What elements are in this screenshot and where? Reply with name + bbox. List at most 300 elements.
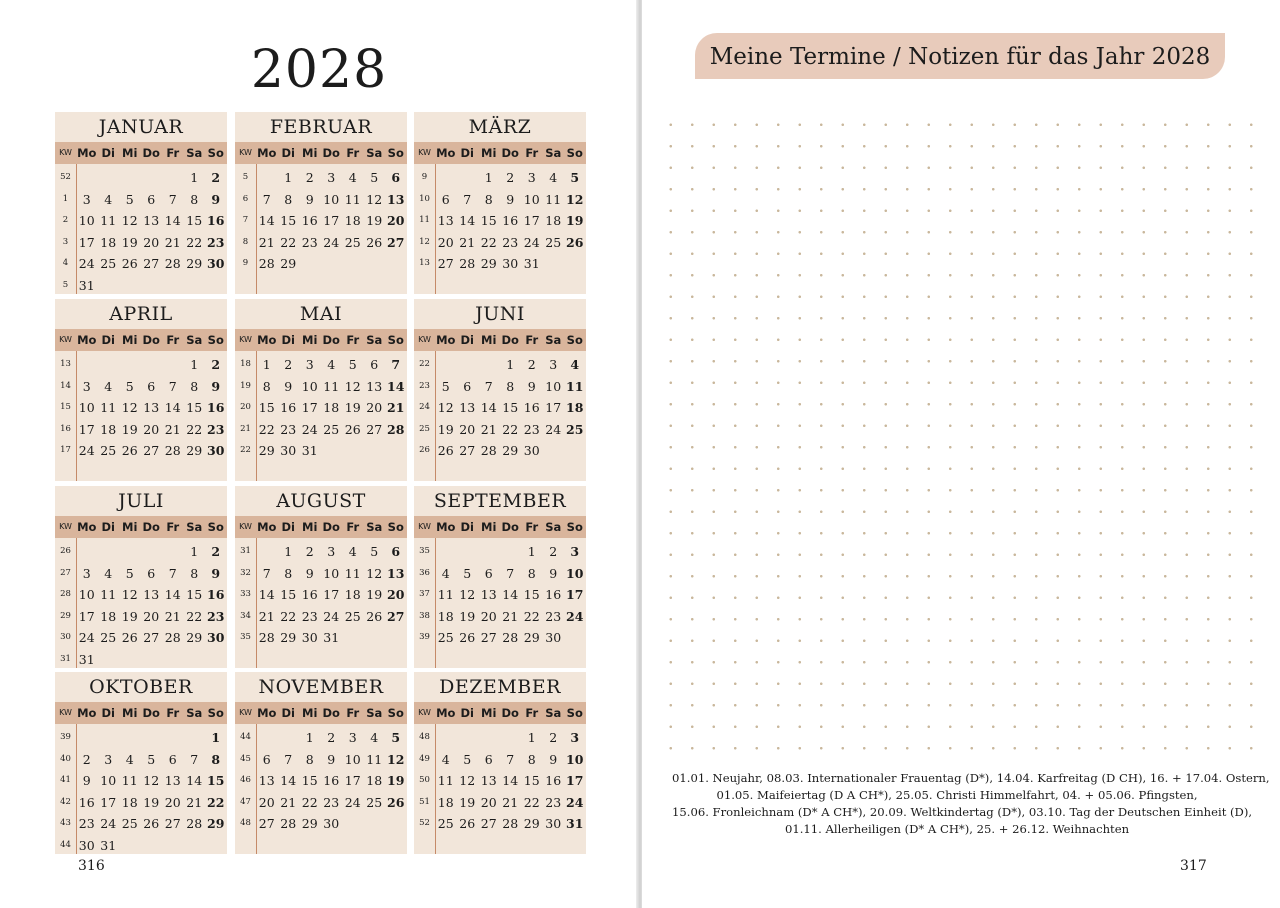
day-cell: 14 [280, 773, 297, 788]
day-cell [162, 727, 184, 749]
day-cell: 5 [370, 170, 379, 185]
day-cell [76, 167, 98, 189]
day-cell: 27 [459, 443, 476, 458]
weekday-label: Do [501, 706, 519, 720]
kw-label: KW [239, 335, 252, 344]
weekday-label: So [207, 146, 224, 160]
day-cell: 2 [82, 751, 91, 767]
day-cell: 26 [366, 608, 383, 624]
day-cell: 19 [387, 773, 405, 788]
day-cell: 25 [566, 421, 584, 437]
month-days [235, 541, 407, 649]
day-cell: 23 [545, 794, 562, 810]
day-cell: 12 [121, 213, 138, 228]
weekday-label: Do [142, 520, 160, 534]
week-row [235, 419, 407, 441]
day-cell: 31 [523, 256, 540, 271]
day-cell [256, 727, 278, 749]
month-days [55, 727, 227, 856]
day-cell: 25 [100, 443, 117, 458]
weekday-label: Do [322, 333, 340, 347]
week-number: 30 [60, 632, 71, 642]
day-cell: 31 [100, 837, 117, 853]
day-cell: 12 [566, 191, 584, 207]
week-number: 19 [240, 380, 251, 391]
day-cell: 2 [327, 730, 336, 745]
day-cell [385, 627, 407, 649]
day-cell [98, 649, 120, 671]
day-cell: 30 [545, 816, 562, 831]
day-cell: 16 [207, 400, 225, 415]
day-cell: 15 [186, 400, 203, 415]
weekday-header-row [235, 516, 407, 538]
day-cell: 26 [459, 630, 476, 645]
day-cell [256, 167, 278, 189]
weekday-label: So [387, 520, 404, 534]
day-cell [98, 541, 120, 563]
day-cell: 8 [284, 191, 293, 207]
week-number: 15 [60, 402, 71, 412]
day-cell: 16 [78, 794, 95, 810]
day-cell: 23 [207, 608, 225, 624]
day-cell: 1 [262, 357, 271, 372]
day-cell [256, 541, 278, 563]
day-cell: 26 [121, 256, 138, 271]
kw-label: KW [418, 522, 431, 531]
day-cell: 22 [186, 234, 203, 250]
weekday-label: Di [101, 146, 115, 160]
day-cell: 3 [82, 378, 91, 394]
week-row [414, 440, 586, 462]
day-cell: 14 [164, 587, 181, 602]
day-cell [119, 835, 141, 857]
day-cell: 12 [387, 751, 405, 767]
week-row [235, 770, 407, 792]
month-header [235, 486, 407, 516]
weekday-label: Fr [525, 146, 539, 160]
day-cell: 30 [323, 816, 340, 831]
week-row [55, 563, 227, 585]
week-number: 9 [421, 172, 428, 182]
week-number: 52 [419, 818, 430, 828]
kw-label: KW [59, 708, 72, 717]
day-cell: 17 [100, 794, 117, 810]
day-cell: 28 [258, 630, 275, 645]
month-name: JANUAR [98, 116, 184, 138]
day-cell: 24 [100, 816, 117, 831]
kw-label: KW [59, 335, 72, 344]
day-cell: 2 [284, 357, 293, 372]
week-number: 9 [242, 258, 249, 268]
month-days [414, 354, 586, 462]
week-row [55, 397, 227, 419]
day-cell [364, 253, 386, 275]
day-cell: 14 [502, 773, 519, 788]
weekday-label: Fr [166, 146, 180, 160]
weekday-label: Do [142, 333, 160, 347]
day-cell: 25 [545, 234, 562, 250]
day-cell: 21 [258, 234, 275, 250]
kw-label: KW [239, 148, 252, 157]
day-cell: 13 [480, 587, 497, 602]
day-cell: 26 [344, 421, 361, 437]
week-row [55, 253, 227, 275]
weekday-label: So [387, 333, 404, 347]
month-header [414, 486, 586, 516]
day-cell: 1 [527, 730, 536, 745]
day-cell: 27 [164, 816, 181, 831]
week-row [55, 749, 227, 771]
day-cell: 5 [391, 730, 401, 745]
day-cell: 20 [366, 400, 383, 415]
day-cell [385, 253, 407, 275]
day-cell: 10 [566, 565, 584, 581]
day-cell: 29 [207, 816, 225, 831]
week-number: 8 [242, 236, 249, 247]
day-cell: 14 [459, 213, 476, 228]
weekday-label: Fr [525, 520, 539, 534]
day-cell: 30 [523, 443, 540, 458]
day-cell: 24 [344, 794, 361, 810]
day-cell: 7 [168, 565, 177, 581]
day-cell: 4 [570, 357, 580, 372]
day-cell: 7 [190, 751, 199, 767]
day-cell: 11 [344, 191, 361, 207]
day-cell: 20 [143, 234, 160, 250]
weekday-label: So [387, 146, 404, 160]
day-cell [141, 167, 163, 189]
month-name: DEZEMBER [439, 676, 561, 698]
day-cell: 17 [78, 421, 95, 437]
week-row [235, 210, 407, 232]
day-cell: 8 [211, 751, 221, 767]
week-row [235, 440, 407, 462]
day-cell: 9 [305, 191, 314, 207]
weekday-label: Di [281, 520, 295, 534]
day-cell: 24 [323, 608, 340, 624]
day-cell: 14 [164, 213, 181, 228]
day-cell: 30 [207, 630, 225, 645]
month-days [235, 167, 407, 275]
day-cell: 6 [370, 357, 379, 372]
month-block [55, 486, 227, 668]
day-cell: 6 [168, 751, 177, 767]
day-cell: 19 [366, 587, 383, 602]
day-cell [76, 727, 98, 749]
week-row [235, 541, 407, 563]
week-row [235, 627, 407, 649]
week-number: 47 [240, 796, 251, 807]
week-number: 32 [240, 567, 251, 578]
month-name: NOVEMBER [258, 676, 384, 698]
day-cell: 1 [190, 357, 199, 372]
day-cell [342, 813, 364, 835]
week-number: 49 [419, 753, 430, 764]
weekday-label: Fr [525, 706, 539, 720]
week-row [414, 770, 586, 792]
week-row [55, 189, 227, 211]
day-cell: 31 [566, 816, 584, 831]
day-cell: 4 [104, 565, 113, 581]
week-number: 5 [62, 279, 69, 290]
week-number: 5 [242, 172, 249, 182]
weekday-label: Sa [186, 706, 203, 720]
week-row [414, 563, 586, 585]
day-cell: 21 [480, 421, 497, 437]
day-cell [162, 835, 184, 857]
day-cell: 16 [207, 587, 225, 602]
day-cell: 10 [545, 378, 562, 394]
day-cell: 25 [100, 630, 117, 645]
day-cell: 29 [186, 256, 203, 271]
day-cell: 24 [523, 234, 540, 250]
day-cell: 22 [186, 421, 203, 437]
week-row [414, 584, 586, 606]
day-cell [205, 835, 227, 857]
day-cell: 8 [190, 378, 199, 394]
day-cell: 19 [437, 421, 454, 437]
day-cell: 21 [502, 608, 519, 624]
holiday-list [672, 770, 1270, 838]
day-cell: 1 [284, 544, 293, 559]
day-cell: 3 [82, 191, 91, 207]
day-cell: 8 [284, 565, 293, 581]
week-row [235, 792, 407, 814]
day-cell: 10 [78, 400, 95, 415]
day-cell: 13 [143, 587, 160, 602]
kw-label: KW [239, 708, 252, 717]
right-page [642, 0, 1280, 908]
dot-grid-notes-area[interactable] [660, 114, 1260, 766]
day-cell: 7 [168, 191, 177, 207]
week-row [55, 210, 227, 232]
month-block [235, 299, 407, 481]
weekday-label: Mi [302, 520, 318, 534]
week-row [235, 606, 407, 628]
day-cell: 17 [545, 400, 562, 415]
weekday-label: Di [460, 706, 474, 720]
weekday-label: Mo [77, 146, 97, 160]
day-cell: 10 [344, 751, 361, 767]
month-block [414, 486, 586, 668]
day-cell: 8 [305, 751, 314, 767]
day-cell [162, 275, 184, 297]
weekday-label: Fr [346, 520, 360, 534]
week-row [235, 397, 407, 419]
day-cell: 22 [186, 608, 203, 624]
day-cell: 11 [100, 587, 117, 602]
day-cell: 28 [480, 443, 497, 458]
day-cell: 15 [207, 773, 225, 788]
month-block [414, 112, 586, 294]
day-cell: 17 [566, 587, 584, 602]
day-cell: 11 [366, 751, 383, 767]
weekday-label: Mo [436, 333, 456, 347]
day-cell: 10 [78, 213, 95, 228]
day-cell: 15 [480, 213, 497, 228]
day-cell: 22 [480, 234, 497, 250]
day-cell: 11 [545, 191, 562, 207]
day-cell: 9 [527, 378, 536, 394]
day-cell: 24 [78, 630, 95, 645]
day-cell: 7 [262, 191, 271, 207]
month-name: SEPTEMBER [433, 490, 567, 512]
week-number: 27 [60, 567, 71, 578]
year-calendar-grid [55, 112, 587, 854]
day-cell: 22 [523, 608, 540, 624]
day-cell: 16 [207, 213, 225, 228]
day-cell [162, 649, 184, 671]
day-cell: 7 [168, 378, 177, 394]
week-row [55, 275, 227, 297]
kw-label: KW [239, 522, 252, 531]
day-cell: 13 [480, 773, 497, 788]
day-cell: 18 [344, 213, 361, 228]
day-cell [364, 440, 386, 462]
week-row [55, 440, 227, 462]
weekday-label: Mi [302, 146, 318, 160]
day-cell: 5 [370, 544, 379, 559]
day-cell: 17 [344, 773, 361, 788]
weekday-label: Mo [77, 520, 97, 534]
week-row [414, 727, 586, 749]
holiday-line: 01.05. Maifeiertag (D A CH*), 25.05. Christi Himmelfahrt, 04. + 05.06. Pfingsten, [716, 788, 1198, 802]
day-cell [141, 275, 163, 297]
day-cell [564, 440, 586, 462]
day-cell: 27 [366, 421, 383, 437]
weekday-label: Do [501, 146, 519, 160]
day-cell: 9 [305, 565, 314, 581]
day-cell: 23 [545, 608, 562, 624]
day-cell: 11 [100, 400, 117, 415]
day-cell [119, 167, 141, 189]
weekday-label: Di [281, 706, 295, 720]
month-days [235, 727, 407, 835]
day-cell: 25 [100, 256, 117, 271]
day-cell: 7 [391, 357, 401, 372]
day-cell: 3 [570, 730, 580, 745]
day-cell: 15 [186, 213, 203, 228]
day-cell: 29 [186, 443, 203, 458]
week-number: 3 [62, 236, 69, 247]
day-cell: 16 [545, 773, 562, 788]
day-cell [564, 627, 586, 649]
week-number: 33 [240, 589, 251, 599]
day-cell: 26 [121, 630, 138, 645]
day-cell: 7 [284, 751, 293, 767]
weekday-header-row [414, 142, 586, 164]
day-cell: 12 [459, 587, 476, 602]
day-cell: 12 [143, 773, 160, 788]
day-cell: 11 [437, 773, 454, 788]
day-cell: 16 [301, 587, 318, 602]
kw-label: KW [59, 522, 72, 531]
day-cell: 17 [323, 213, 340, 228]
week-number: 45 [240, 753, 251, 764]
day-cell: 24 [566, 794, 584, 810]
weekday-header-row [55, 702, 227, 724]
day-cell: 18 [100, 608, 117, 624]
day-cell: 18 [366, 773, 383, 788]
day-cell: 19 [121, 234, 138, 250]
day-cell [119, 649, 141, 671]
month-header [55, 299, 227, 329]
weekday-label: Mi [302, 706, 318, 720]
day-cell: 5 [125, 191, 134, 207]
day-cell: 19 [566, 213, 584, 228]
week-number: 50 [419, 775, 430, 785]
day-cell: 18 [437, 794, 454, 810]
week-row [55, 835, 227, 857]
day-cell: 20 [143, 421, 160, 437]
day-cell: 21 [164, 234, 181, 250]
day-cell: 30 [301, 630, 318, 645]
day-cell: 10 [100, 773, 117, 788]
day-cell: 16 [523, 400, 540, 415]
day-cell: 29 [480, 256, 497, 271]
day-cell: 28 [459, 256, 476, 271]
day-cell [162, 167, 184, 189]
day-cell: 18 [323, 400, 340, 415]
weekday-header-row [414, 702, 586, 724]
day-cell: 29 [280, 630, 297, 645]
day-cell: 10 [566, 751, 584, 767]
weekday-label: Mo [257, 706, 277, 720]
day-cell: 6 [484, 751, 493, 767]
day-cell: 24 [301, 421, 318, 437]
day-cell [98, 727, 120, 749]
day-cell: 10 [78, 587, 95, 602]
week-number: 13 [419, 258, 430, 268]
day-cell [76, 541, 98, 563]
day-cell: 4 [441, 751, 450, 767]
weekday-label: So [207, 333, 224, 347]
day-cell: 18 [100, 421, 117, 437]
day-cell: 15 [186, 587, 203, 602]
day-cell [162, 541, 184, 563]
weekday-label: Fr [346, 333, 360, 347]
day-cell: 11 [566, 378, 584, 394]
day-cell: 13 [258, 773, 275, 788]
day-cell: 25 [344, 234, 361, 250]
week-number: 51 [419, 796, 430, 807]
day-cell: 29 [523, 630, 540, 645]
month-days [55, 167, 227, 296]
day-cell: 2 [527, 357, 536, 372]
day-cell: 22 [258, 421, 275, 437]
day-cell: 19 [366, 213, 383, 228]
day-cell: 12 [121, 587, 138, 602]
week-row [55, 232, 227, 254]
day-cell: 29 [502, 443, 519, 458]
day-cell: 21 [164, 421, 181, 437]
day-cell: 7 [262, 565, 271, 581]
day-cell [205, 649, 227, 671]
day-cell: 29 [523, 816, 540, 831]
week-number: 25 [419, 423, 430, 434]
day-cell: 1 [484, 170, 493, 185]
day-cell: 24 [566, 608, 584, 624]
day-cell: 26 [387, 794, 405, 810]
week-number: 28 [60, 589, 71, 599]
weekday-label: Do [501, 520, 519, 534]
week-row [235, 749, 407, 771]
week-row [55, 354, 227, 376]
kw-label: KW [418, 148, 431, 157]
day-cell: 17 [523, 213, 540, 228]
week-number: 16 [60, 423, 71, 434]
day-cell: 3 [348, 730, 357, 745]
